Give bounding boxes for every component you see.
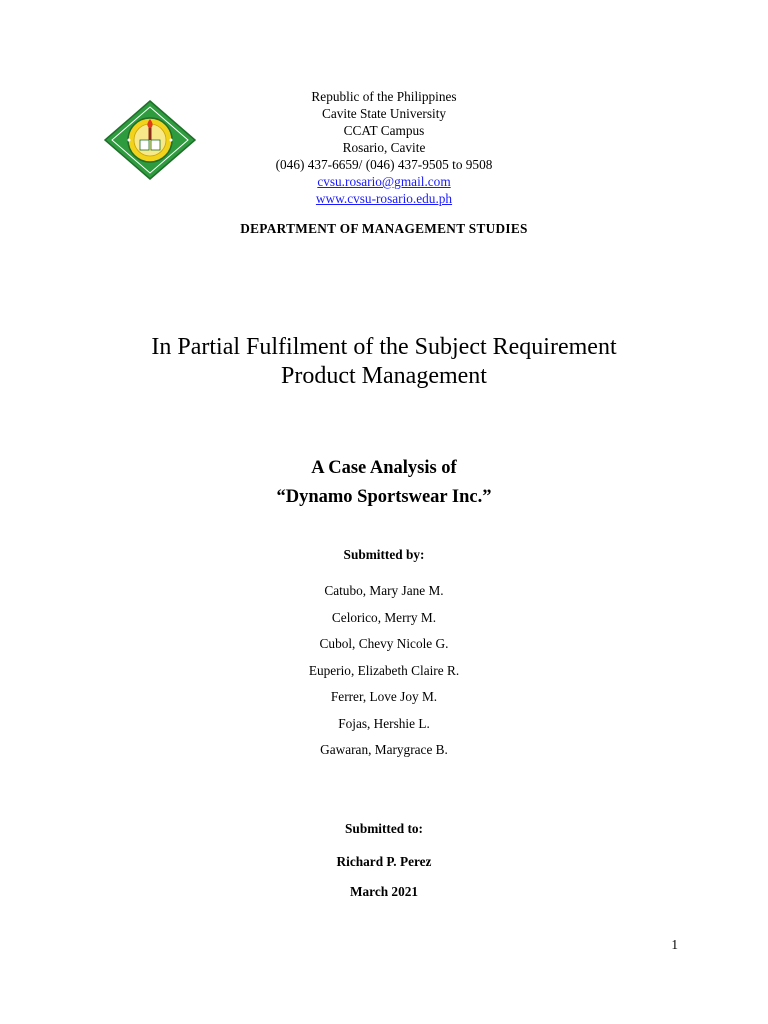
cvsu-seal-icon — [104, 100, 196, 180]
member-name: Celorico, Merry M. — [331, 609, 437, 625]
member-name: Ferrer, Love Joy M. — [330, 689, 438, 704]
member-name: Catubo, Mary Jane M. — [324, 583, 444, 598]
member-name: Euperio, Elizabeth Claire R. — [308, 662, 460, 678]
case-title-line: A Case Analysis of — [311, 458, 457, 478]
member-name: Cubol, Chevy Nicole G. — [319, 636, 449, 651]
letterhead — [200, 88, 568, 207]
case-title — [0, 454, 768, 512]
submission-date: March 2021 — [349, 884, 419, 899]
adviser-name: Richard P. Perez — [336, 854, 432, 869]
email-link[interactable]: cvsu.rosario@gmail.com — [317, 174, 451, 189]
requirement-line: In Partial Fulfilment of the Subject Requirement — [151, 334, 617, 360]
member-name: Fojas, Hershie L. — [338, 715, 430, 731]
case-company-name: “Dynamo Sportswear Inc.” — [276, 487, 492, 507]
letterhead-line: Rosario, Cavite — [342, 140, 426, 155]
member-name: Gawaran, Marygrace B. — [320, 742, 448, 757]
letterhead-line: Cavite State University — [321, 106, 447, 121]
letterhead-line: (046) 437-6659/ (046) 437-9505 to 9508 — [275, 157, 493, 172]
submitted-to-label: Submitted to: — [345, 821, 423, 836]
submitted-by-label: Submitted by: — [343, 547, 425, 562]
letterhead-line: Republic of the Philippines — [311, 89, 457, 104]
member-list — [0, 581, 768, 767]
subject-name: Product Management — [281, 363, 487, 389]
department-heading: DEPARTMENT OF MANAGEMENT STUDIES — [240, 221, 528, 236]
page-number: 1 — [671, 937, 678, 952]
website-link[interactable]: www.cvsu-rosario.edu.ph — [315, 191, 453, 206]
requirement-title — [0, 333, 768, 391]
letterhead-line: CCAT Campus — [343, 123, 425, 138]
